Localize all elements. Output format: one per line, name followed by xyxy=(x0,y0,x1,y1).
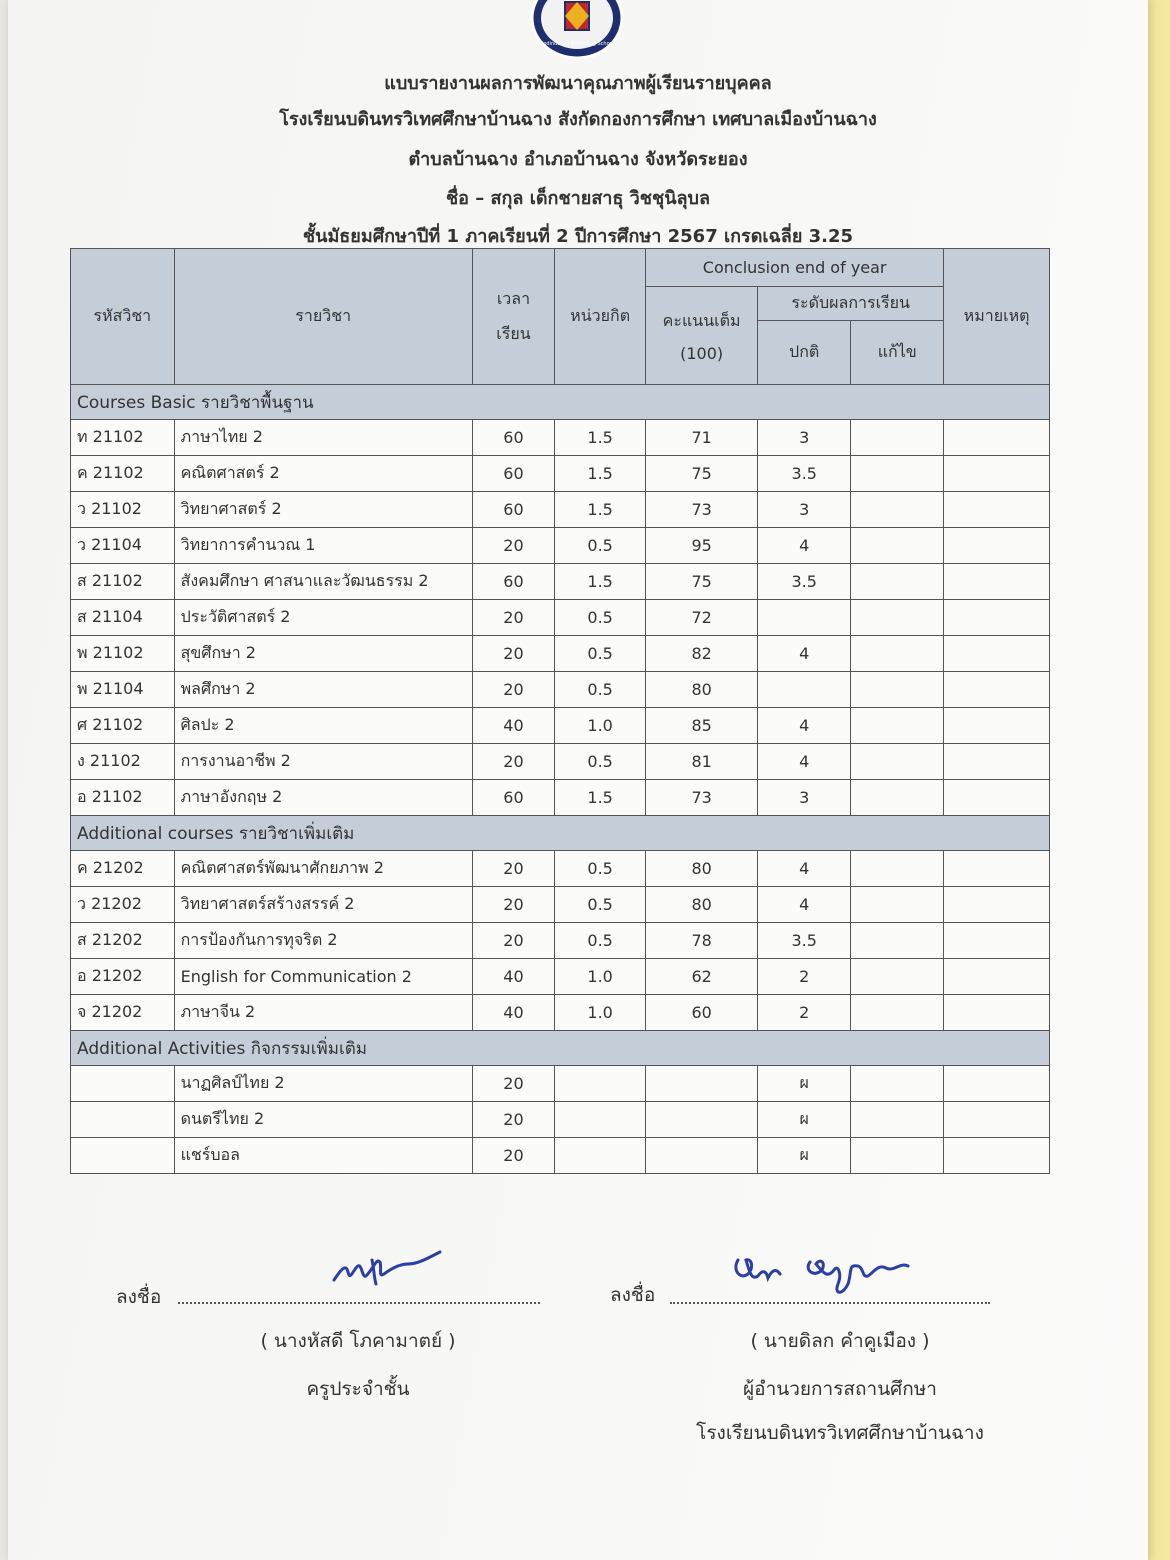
cell-grade: 2 xyxy=(758,959,851,995)
cell-code: ว 21102 xyxy=(71,492,175,528)
cell-time: 40 xyxy=(472,708,554,744)
cell-time: 20 xyxy=(472,528,554,564)
cell-grade: 4 xyxy=(758,887,851,923)
cell-credit: 0.5 xyxy=(555,636,646,672)
cell-credit xyxy=(555,1102,646,1138)
table-row xyxy=(71,672,1050,708)
sign-label-left: ลงชื่อ xyxy=(116,1286,162,1308)
cell-fix xyxy=(851,528,944,564)
cell-fix xyxy=(851,456,944,492)
grade-table-body xyxy=(71,385,1050,1174)
logo-text: Bodindecha Banchang School xyxy=(539,41,615,47)
cell-fix xyxy=(851,636,944,672)
cell-subject: คณิตศาสตร์ 2 xyxy=(174,456,472,492)
cell-score xyxy=(646,1066,758,1102)
cell-grade: 3.5 xyxy=(758,564,851,600)
cell-remark xyxy=(944,672,1050,708)
cell-remark xyxy=(944,995,1050,1031)
cell-score: 85 xyxy=(646,708,758,744)
cell-remark xyxy=(944,600,1050,636)
section-title: Courses Basic รายวิชาพื้นฐาน xyxy=(71,385,1050,420)
cell-grade xyxy=(758,672,851,708)
cell-subject: ภาษาจีน 2 xyxy=(174,995,472,1031)
cell-credit xyxy=(555,1066,646,1102)
table-row xyxy=(71,564,1050,600)
cell-score: 75 xyxy=(646,564,758,600)
table-row xyxy=(71,1138,1050,1174)
cell-fix xyxy=(851,887,944,923)
cell-code: จ 21202 xyxy=(71,995,175,1031)
cell-remark xyxy=(944,851,1050,887)
cell-subject: ภาษาอังกฤษ 2 xyxy=(174,780,472,816)
cell-credit: 1.5 xyxy=(555,780,646,816)
cell-time: 20 xyxy=(472,600,554,636)
cell-credit: 1.5 xyxy=(555,564,646,600)
cell-code: อ 21202 xyxy=(71,959,175,995)
cell-score: 81 xyxy=(646,744,758,780)
cell-fix xyxy=(851,995,944,1031)
signer-name-right: ( นายดิลก คำคูเมือง ) xyxy=(750,1330,930,1352)
cell-subject: วิทยาการคำนวณ 1 xyxy=(174,528,472,564)
section-header xyxy=(71,1031,1050,1066)
student-name: ชื่อ – สกุล เด็กชายสาธุ วิชชุนิลุบล xyxy=(445,188,711,209)
cell-grade: 3.5 xyxy=(758,456,851,492)
cell-grade: 3 xyxy=(758,420,851,456)
cell-score: 80 xyxy=(646,672,758,708)
cell-time: 20 xyxy=(472,672,554,708)
header-fix: แก้ไข xyxy=(851,321,944,385)
cell-remark xyxy=(944,420,1050,456)
cell-time: 20 xyxy=(472,1138,554,1174)
school-line: โรงเรียนบดินทรวิเทศศึกษาบ้านฉาง สังกัดกองการศึกษา เทศบาลเมืองบ้านฉาง xyxy=(279,109,877,130)
cell-score: 60 xyxy=(646,995,758,1031)
cell-code xyxy=(71,1102,175,1138)
cell-remark xyxy=(944,564,1050,600)
sign-line-right xyxy=(670,1302,990,1304)
table-row xyxy=(71,995,1050,1031)
signature-right xyxy=(730,1240,920,1300)
cell-subject: แชร์บอล xyxy=(174,1138,472,1174)
signer-role-right: ผู้อำนวยการสถานศึกษา xyxy=(743,1378,937,1400)
cell-time: 60 xyxy=(472,564,554,600)
cell-remark xyxy=(944,708,1050,744)
table-row xyxy=(71,708,1050,744)
cell-score xyxy=(646,1138,758,1174)
grade-table xyxy=(70,248,1050,1174)
cell-fix xyxy=(851,744,944,780)
cell-credit: 0.5 xyxy=(555,887,646,923)
cell-subject: การป้องกันการทุจริต 2 xyxy=(174,923,472,959)
table-row xyxy=(71,528,1050,564)
address-line: ตำบลบ้านฉาง อำเภอบ้านฉาง จังหวัดระยอง xyxy=(408,149,748,170)
cell-grade: 4 xyxy=(758,851,851,887)
cell-remark xyxy=(944,923,1050,959)
table-row xyxy=(71,744,1050,780)
table-row xyxy=(71,851,1050,887)
cell-fix xyxy=(851,708,944,744)
cell-subject: ดนตรีไทย 2 xyxy=(174,1102,472,1138)
cell-score: 71 xyxy=(646,420,758,456)
section-title: Additional courses รายวิชาเพิ่มเติม xyxy=(71,816,1050,851)
cell-grade: 4 xyxy=(758,636,851,672)
cell-fix xyxy=(851,564,944,600)
cell-grade: 4 xyxy=(758,528,851,564)
cell-credit: 0.5 xyxy=(555,744,646,780)
cell-subject: วิทยาศาสตร์ 2 xyxy=(174,492,472,528)
cell-grade: 3 xyxy=(758,492,851,528)
table-row xyxy=(71,600,1050,636)
cell-credit: 0.5 xyxy=(555,528,646,564)
cell-code: ค 21102 xyxy=(71,456,175,492)
sign-line-left xyxy=(178,1302,540,1304)
cell-remark xyxy=(944,1066,1050,1102)
cell-code: ส 21202 xyxy=(71,923,175,959)
cell-credit xyxy=(555,1138,646,1174)
cell-time: 20 xyxy=(472,887,554,923)
cell-score: 72 xyxy=(646,600,758,636)
cell-time: 40 xyxy=(472,959,554,995)
cell-time: 20 xyxy=(472,923,554,959)
header-normal: ปกติ xyxy=(758,321,851,385)
table-row xyxy=(71,1102,1050,1138)
table-row xyxy=(71,887,1050,923)
table-row xyxy=(71,636,1050,672)
cell-score: 73 xyxy=(646,780,758,816)
cell-subject: พลศึกษา 2 xyxy=(174,672,472,708)
table-row xyxy=(71,420,1050,456)
cell-remark xyxy=(944,528,1050,564)
cell-fix xyxy=(851,1066,944,1102)
signer-name-left: ( นางหัสดี โภคามาตย์ ) xyxy=(260,1330,456,1352)
cell-remark xyxy=(944,959,1050,995)
cell-remark xyxy=(944,456,1050,492)
cell-code: ส 21104 xyxy=(71,600,175,636)
cell-grade: 4 xyxy=(758,744,851,780)
section-header xyxy=(71,385,1050,420)
cell-code: พ 21104 xyxy=(71,672,175,708)
cell-code: ท 21102 xyxy=(71,420,175,456)
cell-fix xyxy=(851,420,944,456)
cell-subject: สังคมศึกษา ศาสนาและวัฒนธรรม 2 xyxy=(174,564,472,600)
cell-code: ว 21104 xyxy=(71,528,175,564)
cell-subject: ภาษาไทย 2 xyxy=(174,420,472,456)
cell-remark xyxy=(944,1138,1050,1174)
cell-credit: 1.5 xyxy=(555,492,646,528)
cell-remark xyxy=(944,744,1050,780)
cell-credit: 1.0 xyxy=(555,959,646,995)
cell-credit: 1.0 xyxy=(555,995,646,1031)
cell-score: 73 xyxy=(646,492,758,528)
signer-role-left: ครูประจำชั้น xyxy=(306,1378,410,1400)
cell-subject: การงานอาชีพ 2 xyxy=(174,744,472,780)
table-row xyxy=(71,959,1050,995)
cell-remark xyxy=(944,636,1050,672)
header-score-line2: (100) xyxy=(680,343,724,363)
cell-grade: ผ xyxy=(758,1138,851,1174)
cell-score: 78 xyxy=(646,923,758,959)
header-credit: หน่วยกิต xyxy=(555,249,646,385)
cell-credit: 0.5 xyxy=(555,923,646,959)
header-time-line1: เวลา xyxy=(496,288,531,308)
cell-remark xyxy=(944,780,1050,816)
cell-fix xyxy=(851,492,944,528)
cell-credit: 1.5 xyxy=(555,420,646,456)
cell-fix xyxy=(851,1138,944,1174)
cell-remark xyxy=(944,492,1050,528)
cell-code xyxy=(71,1066,175,1102)
cell-fix xyxy=(851,923,944,959)
cell-grade: ผ xyxy=(758,1066,851,1102)
cell-code: ว 21202 xyxy=(71,887,175,923)
cell-subject: นาฏศิลป์ไทย 2 xyxy=(174,1066,472,1102)
report-title: แบบรายงานผลการพัฒนาคุณภาพผู้เรียนรายบุคคล xyxy=(384,73,772,94)
cell-code: พ 21102 xyxy=(71,636,175,672)
cell-code: ง 21102 xyxy=(71,744,175,780)
table-row xyxy=(71,492,1050,528)
cell-remark xyxy=(944,887,1050,923)
cell-score: 82 xyxy=(646,636,758,672)
cell-fix xyxy=(851,959,944,995)
cell-code: ศ 21102 xyxy=(71,708,175,744)
cell-fix xyxy=(851,600,944,636)
cell-score: 80 xyxy=(646,851,758,887)
cell-grade: ผ xyxy=(758,1102,851,1138)
cell-subject: ศิลปะ 2 xyxy=(174,708,472,744)
signer-school-right: โรงเรียนบดินทรวิเทศศึกษาบ้านฉาง xyxy=(696,1422,984,1444)
cell-time: 60 xyxy=(472,780,554,816)
cell-subject: วิทยาศาสตร์สร้างสรรค์ 2 xyxy=(174,887,472,923)
cell-subject: สุขศึกษา 2 xyxy=(174,636,472,672)
cell-fix xyxy=(851,851,944,887)
cell-grade: 2 xyxy=(758,995,851,1031)
cell-code: ค 21202 xyxy=(71,851,175,887)
cell-time: 20 xyxy=(472,1102,554,1138)
header-score xyxy=(646,287,758,385)
cell-time: 20 xyxy=(472,851,554,887)
header-time-line2: เรียน xyxy=(496,323,531,343)
cell-time: 60 xyxy=(472,420,554,456)
cell-subject: ประวัติศาสตร์ 2 xyxy=(174,600,472,636)
cell-credit: 1.5 xyxy=(555,456,646,492)
cell-fix xyxy=(851,672,944,708)
cell-credit: 0.5 xyxy=(555,600,646,636)
class-term-gpa: ชั้นมัธยมศึกษาปีที่ 1 ภาคเรียนที่ 2 ปีการศึกษา 2567 เกรดเฉลี่ย 3.25 xyxy=(302,226,854,247)
section-header xyxy=(71,816,1050,851)
table-row xyxy=(71,923,1050,959)
report-sheet xyxy=(8,0,1148,1560)
cell-code xyxy=(71,1138,175,1174)
cell-credit: 0.5 xyxy=(555,851,646,887)
header-conclusion: Conclusion end of year xyxy=(646,249,944,287)
table-row xyxy=(71,780,1050,816)
cell-score: 95 xyxy=(646,528,758,564)
cell-code: อ 21102 xyxy=(71,780,175,816)
header-subject: รายวิชา xyxy=(174,249,472,385)
cell-score xyxy=(646,1102,758,1138)
section-title: Additional Activities กิจกรรมเพิ่มเติม xyxy=(71,1031,1050,1066)
cell-subject: English for Communication 2 xyxy=(174,959,472,995)
sign-label-right: ลงชื่อ xyxy=(610,1284,656,1306)
cell-grade xyxy=(758,600,851,636)
cell-subject: คณิตศาสตร์พัฒนาศักยภาพ 2 xyxy=(174,851,472,887)
cell-grade: 4 xyxy=(758,708,851,744)
header-code: รหัสวิชา xyxy=(71,249,175,385)
cell-score: 62 xyxy=(646,959,758,995)
cell-time: 20 xyxy=(472,744,554,780)
cell-time: 60 xyxy=(472,456,554,492)
header-result: ระดับผลการเรียน xyxy=(758,287,944,321)
cell-grade: 3 xyxy=(758,780,851,816)
header-remark: หมายเหตุ xyxy=(944,249,1050,385)
cell-score: 75 xyxy=(646,456,758,492)
cell-time: 60 xyxy=(472,492,554,528)
cell-time: 20 xyxy=(472,636,554,672)
header-time xyxy=(472,249,554,385)
cell-credit: 1.0 xyxy=(555,708,646,744)
cell-time: 40 xyxy=(472,995,554,1031)
table-row xyxy=(71,1066,1050,1102)
cell-code: ส 21102 xyxy=(71,564,175,600)
school-logo xyxy=(530,0,624,62)
cell-time: 20 xyxy=(472,1066,554,1102)
table-row xyxy=(71,456,1050,492)
cell-score: 80 xyxy=(646,887,758,923)
cell-fix xyxy=(851,1102,944,1138)
header-score-line1: คะแนนเต็ม xyxy=(662,310,741,330)
cell-fix xyxy=(851,780,944,816)
signature-left xyxy=(328,1238,448,1298)
cell-remark xyxy=(944,1102,1050,1138)
cell-credit: 0.5 xyxy=(555,672,646,708)
cell-grade: 3.5 xyxy=(758,923,851,959)
